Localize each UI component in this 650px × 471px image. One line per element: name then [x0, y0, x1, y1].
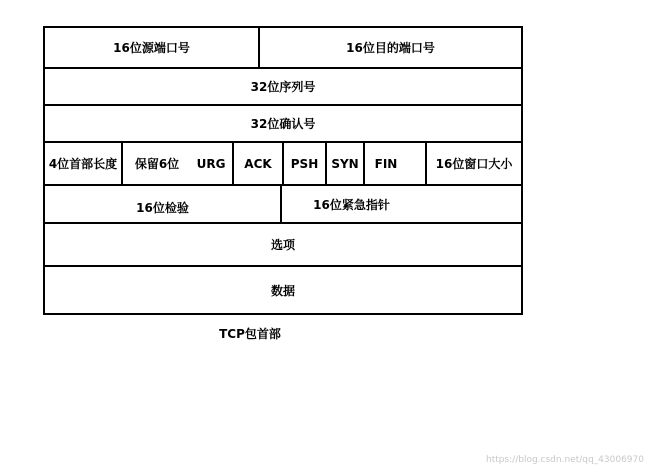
field-urgent-pointer: 16位紧急指针: [313, 197, 390, 212]
field-destination-port: 16位目的端口号: [346, 41, 435, 55]
diagram-caption: TCP包首部: [219, 327, 281, 341]
watermark: https://blog.csdn.net/qq_43006970: [485, 455, 644, 465]
field-reserved: 保留6位: [134, 157, 180, 171]
flag-syn: SYN: [331, 156, 359, 171]
field-options: 选项: [270, 238, 295, 252]
field-checksum: 16位检验: [136, 201, 189, 215]
field-acknowledgment-number: 32位确认号: [250, 117, 316, 131]
line-right: [521, 26, 523, 315]
field-source-port: 16位源端口号: [113, 41, 190, 55]
flag-psh: PSH: [290, 156, 319, 171]
field-data: 数据: [270, 283, 295, 298]
flag-urg: URG: [196, 156, 226, 171]
line-bottom: [43, 313, 523, 315]
field-header-length: 4位首部长度: [48, 157, 118, 171]
flag-ack: ACK: [244, 156, 272, 171]
field-sequence-number: 32位序列号: [250, 80, 316, 94]
flag-fin: FIN: [374, 156, 398, 171]
field-window-size: 16位窗口大小: [435, 157, 513, 171]
